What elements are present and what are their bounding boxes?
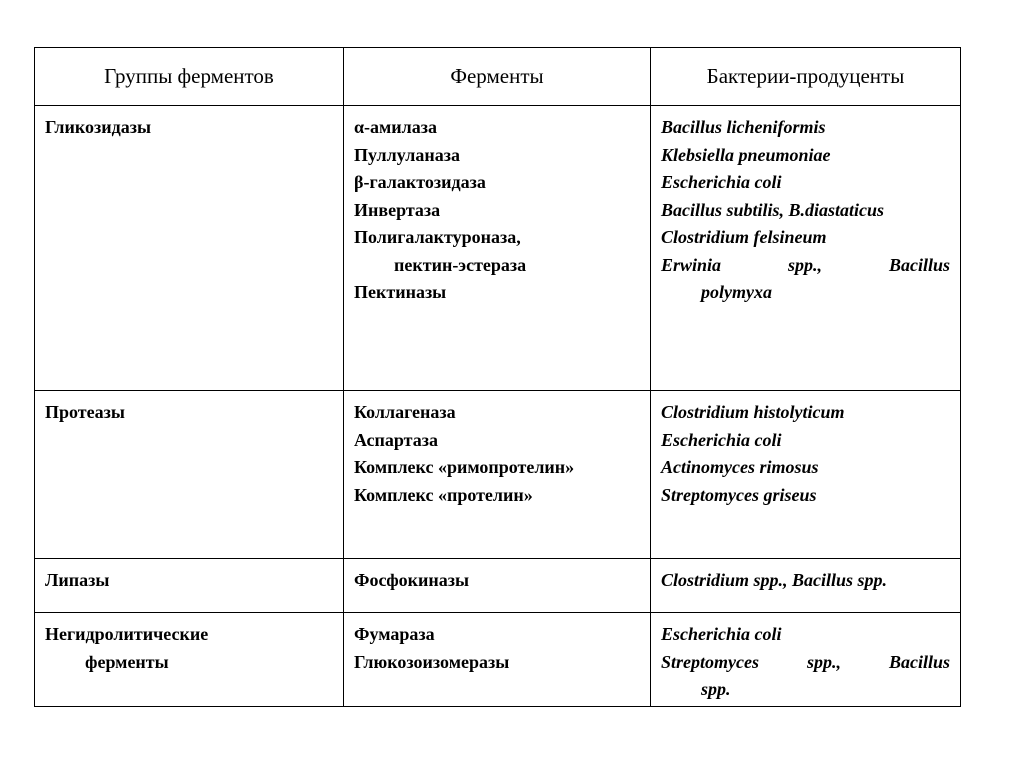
group-name: Негидролитические — [45, 624, 209, 644]
bacteria-item: Bacillus licheniformis — [661, 117, 826, 137]
enzyme-item: β-галактозидаза — [354, 172, 486, 192]
header-row — [35, 48, 961, 106]
enzyme-item: Пуллуланаза — [354, 144, 461, 165]
enzyme-item: Фумараза — [354, 624, 435, 644]
enzyme-item: Аспартаза — [354, 429, 438, 450]
bacteria-item: Erwinia spp., Bacillus — [661, 254, 950, 275]
enzyme-item: Пектиназы — [354, 282, 447, 302]
enzyme-item: α-амилаза — [354, 117, 438, 137]
bacteria-cell — [651, 106, 961, 391]
enzyme-item: Фосфокиназы — [354, 570, 470, 590]
group-name: Протеазы — [45, 402, 125, 422]
enzymes-cell — [344, 613, 651, 707]
bacteria-item: Streptomyces griseus — [661, 484, 817, 505]
bacteria-item: polymyxa — [701, 282, 772, 302]
group-cell — [35, 559, 344, 613]
enzymes-cell — [344, 391, 651, 559]
bacteria-item: Escherichia coli — [661, 624, 782, 644]
bacteria-item: Clostridium histolyticum — [661, 402, 845, 422]
enzymes-cell — [344, 559, 651, 613]
bacteria-item: Clostridium spp., Bacillus spp. — [661, 570, 888, 590]
bacteria-item: Clostridium felsineum — [661, 227, 827, 247]
bacteria-cell — [651, 391, 961, 559]
bacteria-item: Actinomyces rimosus — [661, 457, 819, 477]
header-enzyme-groups: Группы ферментов — [35, 48, 344, 106]
bacteria-item: Escherichia coli — [661, 429, 782, 450]
enzyme-item: Глюкозоизомеразы — [354, 651, 510, 672]
enzyme-item: Инвертаза — [354, 199, 441, 220]
bacteria-cell — [651, 559, 961, 613]
header-producer-bacteria: Бактерии-продуценты — [651, 48, 961, 106]
enzyme-item: Коллагеназа — [354, 402, 456, 422]
group-cell — [35, 106, 344, 391]
enzyme-item: Комплекс «протелин» — [354, 484, 533, 505]
bacteria-item: spp. — [701, 679, 731, 699]
enzyme-item: пектин-эстераза — [394, 254, 527, 275]
table-row — [35, 613, 961, 707]
enzyme-table — [34, 47, 961, 707]
enzyme-item: Полигалактуроназа, — [354, 227, 521, 247]
enzymes-cell — [344, 106, 651, 391]
bacteria-item: Streptomyces spp., Bacillus — [661, 651, 950, 672]
group-name: Гликозидазы — [45, 117, 152, 137]
table-row — [35, 106, 961, 391]
bacteria-item: Klebsiella pneumoniae — [661, 144, 831, 165]
group-cell — [35, 613, 344, 707]
table-row — [35, 559, 961, 613]
enzyme-item: Комплекс «римопротелин» — [354, 457, 575, 477]
header-enzymes: Ферменты — [344, 48, 651, 106]
group-name-continued: ферменты — [85, 651, 169, 672]
bacteria-item: Bacillus subtilis, B.diastaticus — [661, 199, 885, 220]
bacteria-item: Escherichia coli — [661, 172, 782, 192]
bacteria-cell — [651, 613, 961, 707]
table-row — [35, 391, 961, 559]
group-cell — [35, 391, 344, 559]
group-name: Липазы — [45, 570, 110, 590]
